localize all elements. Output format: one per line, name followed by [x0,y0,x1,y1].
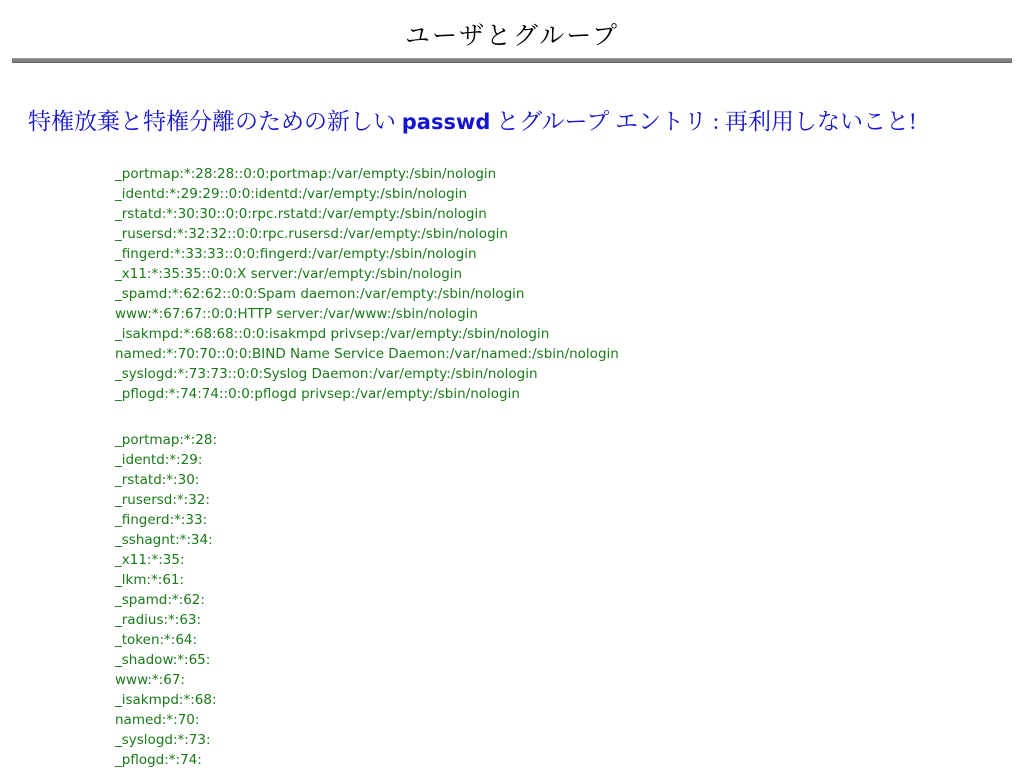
passwd-entry-line: _pflogd:*:74:74::0:0:pflogd privsep:/var/empty:/sbin/nologin [115,386,520,402]
passwd-entry-line: named:*:70:70::0:0:BIND Name Service Daemon:/var/named:/sbin/nologin [115,346,619,362]
group-entry-line: _pflogd:*:74: [115,752,202,768]
passwd-entries-block [115,164,1024,404]
group-entry-line: _isakmpd:*:68: [115,692,217,708]
passwd-entry-line: _syslogd:*:73:73::0:0:Syslog Daemon:/var/empty:/sbin/nologin [115,366,538,382]
passwd-entry-line: _spamd:*:62:62::0:0:Spam daemon:/var/empty:/sbin/nologin [115,286,525,302]
passwd-entry-line: _identd:*:29:29::0:0:identd:/var/empty:/sbin/nologin [115,186,468,202]
page-title: ユーザとグループ [404,23,619,50]
passwd-entry-line: _fingerd:*:33:33::0:0:fingerd:/var/empty:/sbin/nologin [115,246,477,262]
group-entry-line: _rstatd:*:30: [115,472,200,488]
group-entry-line: named:*:70: [115,712,200,728]
group-entry-line: _shadow:*:65: [115,652,211,668]
passwd-entry-line: _rusersd:*:32:32::0:0:rpc.rusersd:/var/empty:/sbin/nologin [115,226,508,242]
group-entry-line: www:*:67: [115,672,185,688]
group-entry-line: _token:*:64: [115,632,198,648]
passwd-entry-line: _rstatd:*:30:30::0:0:rpc.rstatd:/var/empty:/sbin/nologin [115,206,487,222]
passwd-entry-line: _x11:*:35:35::0:0:X server:/var/empty:/sbin/nologin [115,266,463,282]
group-entry-line: _syslogd:*:73: [115,732,211,748]
group-entry-line: _radius:*:63: [115,612,202,628]
headline-suffix: とグループ エントリ : 再利用しないこと! [490,109,917,134]
passwd-entry-line: _isakmpd:*:68:68::0:0:isakmpd privsep:/var/empty:/sbin/nologin [115,326,550,342]
passwd-entry-line: _portmap:*:28:28::0:0:portmap:/var/empty:/sbin/nologin [115,166,497,182]
headline [28,103,1024,136]
group-entry-line: _rusersd:*:32: [115,492,210,508]
title-divider [12,58,1012,63]
group-entry-line: _sshagnt:*:34: [115,532,213,548]
group-entry-line: _spamd:*:62: [115,592,205,608]
group-entry-line: _identd:*:29: [115,452,203,468]
group-entry-line: _x11:*:35: [115,552,185,568]
group-entry-line: _fingerd:*:33: [115,512,208,528]
group-entries-block [115,430,1024,770]
group-entry-line: _lkm:*:61: [115,572,185,588]
passwd-entry-line: www:*:67:67::0:0:HTTP server:/var/www:/sbin/nologin [115,306,478,322]
headline-prefix: 特権放棄と特権分離のための新しい [28,109,402,134]
headline-emphasis: passwd [401,110,491,134]
group-entry-line: _portmap:*:28: [115,432,217,448]
